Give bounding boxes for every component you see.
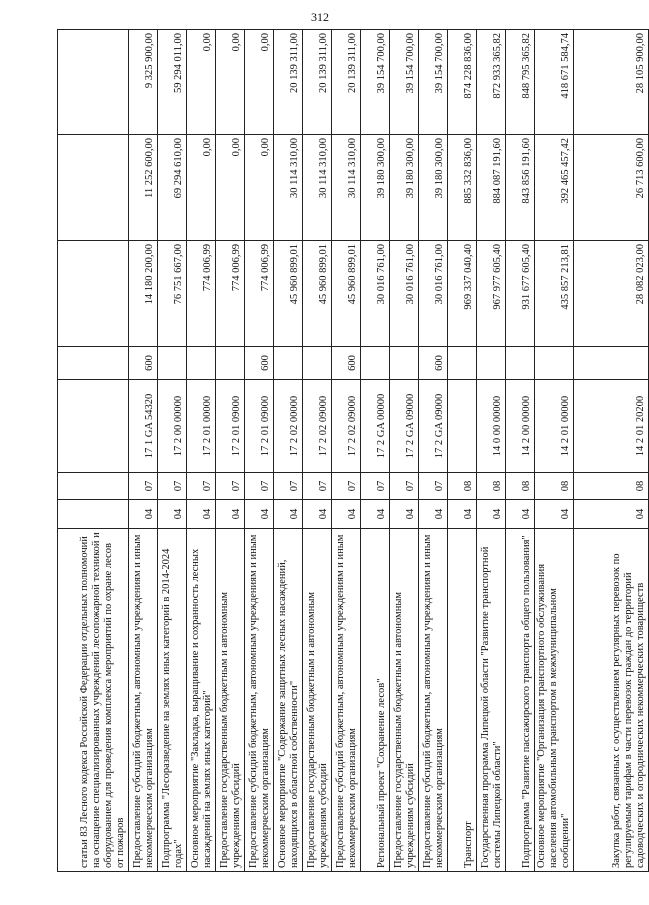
- target-article-code: 17 2 01 09000: [216, 380, 245, 473]
- subsection-code: 07: [129, 473, 158, 500]
- section-code: 04: [158, 500, 187, 529]
- amount-year-2: 0,00: [245, 135, 274, 241]
- section-code: 04: [477, 500, 506, 529]
- amount-year-3: 418 671 584,74: [535, 30, 574, 135]
- table-row: [361, 30, 390, 872]
- subsection-code: 07: [245, 473, 274, 500]
- table-row: [390, 30, 419, 872]
- section-code: 04: [361, 500, 390, 529]
- amount-year-1: 774 006,99: [216, 241, 245, 347]
- target-article-code: 17 2 GA 00000: [361, 380, 390, 473]
- table-row: [158, 30, 187, 872]
- budget-table: [57, 29, 649, 872]
- amount-year-3: 28 105 900,00: [574, 30, 649, 135]
- row-name: Предоставление государственным бюджетным и автономным учреждениям субсидий: [303, 529, 332, 872]
- amount-year-2: 39 180 300,00: [390, 135, 419, 241]
- target-article-code: 17 2 GA 09000: [390, 380, 419, 473]
- expense-type-code: [535, 347, 574, 380]
- subsection-code: 07: [332, 473, 361, 500]
- subsection-code: 07: [158, 473, 187, 500]
- expense-type-code: [361, 347, 390, 380]
- amount-year-1: 774 006,99: [245, 241, 274, 347]
- subsection-code: 07: [419, 473, 448, 500]
- target-article-code: 17 1 GA 54320: [129, 380, 158, 473]
- table-row: [129, 30, 158, 872]
- row-name: Предоставление субсидий бюджетным, автономным учреждениям и иным некоммерческим организациям: [419, 529, 448, 872]
- table-body: [58, 30, 649, 872]
- row-name: Основное мероприятие "Закладка, выращивание и сохранность лесных насаждений на землях иных категорий": [187, 529, 216, 872]
- subsection-code: 08: [506, 473, 535, 500]
- amount-year-2: 11 252 600,00: [129, 135, 158, 241]
- target-article-code: [58, 380, 129, 473]
- subsection-code: 07: [216, 473, 245, 500]
- table-row: [58, 30, 129, 872]
- target-article-code: 17 2 01 09000: [245, 380, 274, 473]
- expense-type-code: [303, 347, 332, 380]
- amount-year-2: 0,00: [187, 135, 216, 241]
- target-article-code: 17 2 02 00000: [274, 380, 303, 473]
- row-name: Основное мероприятие "Содержание защитных лесных насаждений, находящихся в областной собственности": [274, 529, 303, 872]
- amount-year-1: 969 337 040,40: [448, 241, 477, 347]
- amount-year-3: 0,00: [245, 30, 274, 135]
- target-article-code: 17 2 00 00000: [158, 380, 187, 473]
- table-row: [506, 30, 535, 872]
- row-name: Предоставление государственным бюджетным и автономным учреждениям субсидий: [216, 529, 245, 872]
- table-row: [477, 30, 506, 872]
- expense-type-code: [390, 347, 419, 380]
- amount-year-2: 843 856 191,60: [506, 135, 535, 241]
- amount-year-1: 14 180 200,00: [129, 241, 158, 347]
- subsection-code: 07: [390, 473, 419, 500]
- amount-year-3: [58, 30, 129, 135]
- section-code: 04: [216, 500, 245, 529]
- subsection-code: [58, 473, 129, 500]
- target-article-code: [448, 380, 477, 473]
- section-code: 04: [187, 500, 216, 529]
- target-article-code: 14 2 00 00000: [506, 380, 535, 473]
- amount-year-3: 848 795 365,82: [506, 30, 535, 135]
- amount-year-3: 39 154 700,00: [419, 30, 448, 135]
- amount-year-1: 30 016 761,00: [419, 241, 448, 347]
- amount-year-2: 39 180 300,00: [361, 135, 390, 241]
- section-code: 04: [419, 500, 448, 529]
- page-number: 312: [311, 10, 329, 24]
- subsection-code: 07: [361, 473, 390, 500]
- section-code: 04: [274, 500, 303, 529]
- row-name: Предоставление субсидий бюджетным, автономным учреждениям и иным некоммерческим организациям: [332, 529, 361, 872]
- expense-type-code: [274, 347, 303, 380]
- table-row: [535, 30, 574, 872]
- table-row: [332, 30, 361, 872]
- expense-type-code: [506, 347, 535, 380]
- amount-year-3: 39 154 700,00: [361, 30, 390, 135]
- amount-year-1: 45 960 899,01: [274, 241, 303, 347]
- section-code: [58, 500, 129, 529]
- expense-type-code: [158, 347, 187, 380]
- amount-year-1: 28 082 023,00: [574, 241, 649, 347]
- subsection-code: 08: [535, 473, 574, 500]
- target-article-code: 14 0 00 00000: [477, 380, 506, 473]
- subsection-code: 07: [187, 473, 216, 500]
- amount-year-1: 774 006,99: [187, 241, 216, 347]
- expense-type-code: 600: [332, 347, 361, 380]
- table-row: [245, 30, 274, 872]
- table-row: [274, 30, 303, 872]
- amount-year-2: 885 332 836,00: [448, 135, 477, 241]
- table-row: [574, 30, 649, 872]
- section-code: 04: [245, 500, 274, 529]
- amount-year-1: [58, 241, 129, 347]
- amount-year-1: 30 016 761,00: [361, 241, 390, 347]
- expense-type-code: 600: [129, 347, 158, 380]
- amount-year-1: 45 960 899,01: [332, 241, 361, 347]
- amount-year-1: 931 677 605,40: [506, 241, 535, 347]
- section-code: 04: [332, 500, 361, 529]
- amount-year-2: [58, 135, 129, 241]
- expense-type-code: 600: [245, 347, 274, 380]
- expense-type-code: [448, 347, 477, 380]
- amount-year-3: 20 139 311,00: [274, 30, 303, 135]
- expense-type-code: [574, 347, 649, 380]
- subsection-code: 07: [274, 473, 303, 500]
- amount-year-3: 59 294 011,00: [158, 30, 187, 135]
- amount-year-3: 20 139 311,00: [332, 30, 361, 135]
- expense-type-code: 600: [419, 347, 448, 380]
- amount-year-2: 884 087 191,60: [477, 135, 506, 241]
- row-name: Предоставление государственным бюджетным и автономным учреждениям субсидий: [390, 529, 419, 872]
- amount-year-1: 435 857 213,81: [535, 241, 574, 347]
- amount-year-1: 30 016 761,00: [390, 241, 419, 347]
- amount-year-3: 20 139 311,00: [303, 30, 332, 135]
- subsection-code: 08: [448, 473, 477, 500]
- section-code: 04: [574, 500, 649, 529]
- amount-year-3: 9 325 900,00: [129, 30, 158, 135]
- amount-year-3: 0,00: [216, 30, 245, 135]
- section-code: 04: [129, 500, 158, 529]
- row-name: Предоставление субсидий бюджетным, автономным учреждениям и иным некоммерческим организациям: [245, 529, 274, 872]
- table-row: [419, 30, 448, 872]
- row-name: Региональный проект "Сохранение лесов": [361, 529, 390, 872]
- amount-year-2: 0,00: [216, 135, 245, 241]
- target-article-code: 17 2 01 00000: [187, 380, 216, 473]
- amount-year-3: 39 154 700,00: [390, 30, 419, 135]
- section-code: 04: [448, 500, 477, 529]
- amount-year-1: 967 977 605,40: [477, 241, 506, 347]
- subsection-code: 07: [303, 473, 332, 500]
- table-row: [303, 30, 332, 872]
- row-name: Закупка работ, связанных с осуществлением регулярных перевозок по регулируемым тарифам в части перевозок граждан до территорий садоводческих и огороднических некоммерческих товариществ: [574, 529, 649, 872]
- table-row: [187, 30, 216, 872]
- rotated-table-region: [57, 30, 646, 872]
- amount-year-3: 0,00: [187, 30, 216, 135]
- amount-year-2: 30 114 310,00: [303, 135, 332, 241]
- amount-year-2: 39 180 300,00: [419, 135, 448, 241]
- target-article-code: 14 2 01 20200: [574, 380, 649, 473]
- section-code: 04: [535, 500, 574, 529]
- section-code: 04: [303, 500, 332, 529]
- amount-year-2: 30 114 310,00: [274, 135, 303, 241]
- amount-year-3: 872 933 365,82: [477, 30, 506, 135]
- subsection-code: 08: [477, 473, 506, 500]
- target-article-code: 17 2 GA 09000: [419, 380, 448, 473]
- section-code: 04: [506, 500, 535, 529]
- amount-year-2: 30 114 310,00: [332, 135, 361, 241]
- row-name: Государственная программа Липецкой области "Развитие транспортной системы Липецкой области": [477, 529, 506, 872]
- row-name: Предоставление субсидий бюджетным, автономным учреждениям и иным некоммерческим организациям: [129, 529, 158, 872]
- amount-year-3: 874 228 836,00: [448, 30, 477, 135]
- section-code: 04: [390, 500, 419, 529]
- amount-year-1: 45 960 899,01: [303, 241, 332, 347]
- row-name: статьи 83 Лесного кодекса Российской Федерации отдельных полномочий на оснащение специализированных учреждений лесопожарной техникой и оборудованием для проведения комплекса мероприятий по охране лесов от пожаров: [58, 529, 129, 872]
- table-row: [216, 30, 245, 872]
- row-name: Основное мероприятие "Организация транспортного обслуживания населения автомобильным транспортом в межмуниципальном сообщении": [535, 529, 574, 872]
- amount-year-2: 392 465 457,42: [535, 135, 574, 241]
- expense-type-code: [187, 347, 216, 380]
- target-article-code: 17 2 02 09000: [303, 380, 332, 473]
- amount-year-1: 76 751 667,00: [158, 241, 187, 347]
- row-name: Подпрограмма "Лесоразведение на землях иных категорий в 2014-2024 годах": [158, 529, 187, 872]
- expense-type-code: [58, 347, 129, 380]
- row-name: Транспорт: [448, 529, 477, 872]
- row-name: Подпрограмма "Развитие пассажирского транспорта общего пользования": [506, 529, 535, 872]
- table-row: [448, 30, 477, 872]
- amount-year-2: 69 294 610,00: [158, 135, 187, 241]
- expense-type-code: [216, 347, 245, 380]
- subsection-code: 08: [574, 473, 649, 500]
- amount-year-2: 26 713 600,00: [574, 135, 649, 241]
- target-article-code: 17 2 02 09000: [332, 380, 361, 473]
- target-article-code: 14 2 01 00000: [535, 380, 574, 473]
- expense-type-code: [477, 347, 506, 380]
